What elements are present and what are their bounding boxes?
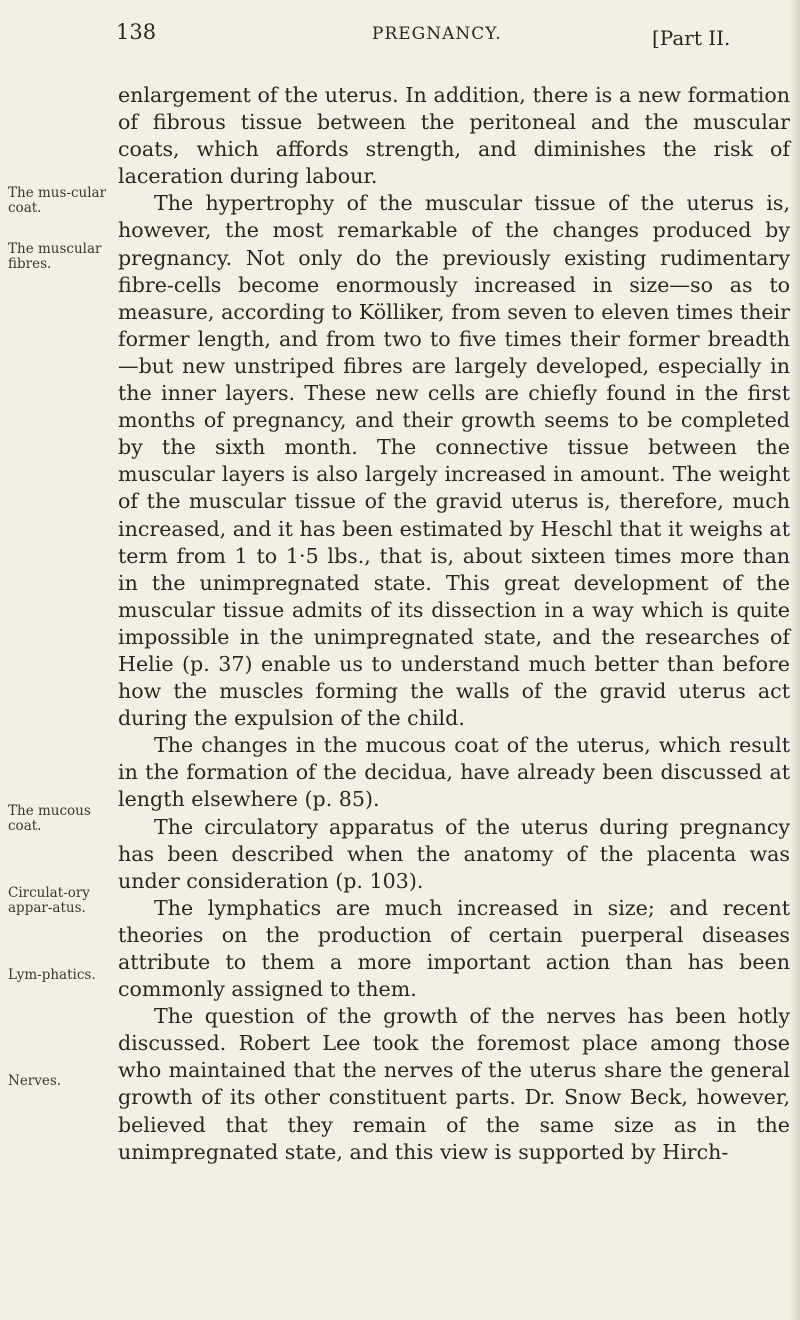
page-header — [0, 18, 800, 58]
paragraph-circulatory: The circulatory apparatus of the uterus during pregnancy has been described when the anatomy of the placenta was under consideration (p. 103). — [118, 814, 790, 893]
margin-note-circulatory-apparatus: Circulat-ory appar-atus. — [8, 885, 90, 916]
paragraph-lymphatics: The lymphatics are much increased in size; and recent theories on the production of certain puerperal diseases attribute to them a more important action than has been commonly assigned to them. — [118, 895, 790, 1002]
paragraph-continuation: enlargement of the uterus. In addition, there is a new formation of fibrous tissue between the peritoneal and the muscular coats, which affords strength, and diminishes the risk of laceration during labour. — [118, 83, 790, 189]
paragraph-mucous-coat: The changes in the mucous coat of the uterus, which result in the formation of the decidua, have already been discussed at length elsewhere (p. 85). — [118, 733, 790, 812]
margin-note-mucous-coat: The mucous coat. — [8, 803, 91, 834]
margin-note-lymphatics: Lym-phatics. — [8, 967, 96, 983]
paragraph-nerves: The question of the growth of the nerves has been hotly discussed. Robert Lee took the foremost place among those who maintained that the nerves of the uterus share the general growth of its other constituent parts. Dr. Snow Beck, however, believed that they remain of the same size as in the unimpregnated state, and this view is supported by Hirch- — [118, 1004, 790, 1164]
margin-note-nerves: Nerves. — [8, 1073, 62, 1089]
body-text — [118, 82, 790, 1166]
part-label: [Part II. — [652, 26, 731, 50]
margin-note-muscular-coat: The mus-cular coat. — [8, 185, 107, 216]
page-number: 138 — [116, 20, 157, 44]
paragraph-muscular-tissue: The hypertrophy of the muscular tissue of the uterus is, however, the most remarkable of the changes produced by pregnancy. Not only do the previously existing rudimentary fibre-cells become enormously increased in size—so as to measure, according to Kölliker, from seven to eleven times their former length, and from two to five times their former breadth—but new unstriped fibres are largely developed, especially in the inner layers. These new cells are chiefly found in the first months of pregnancy, and their growth seems to be completed by the sixth month. The connective tissue between the muscular layers is also largely increased in amount. The weight of the muscular tissue of the gravid uterus is, therefore, much increased, and it has been estimated by Heschl that it weighs at term from 1 to 1·5 lbs., that is, about sixteen times more than in the unimpregnated state. This great development of the muscular tissue admits of its dissection in a way which is quite impossible in the unimpregnated state, and the researches of Helie (p. 37) enable us to understand much better than before how the muscles forming the walls of the gravid uterus act during the expulsion of the child. — [118, 191, 790, 731]
margin-note-muscular-fibres: The muscular fibres. — [8, 241, 102, 272]
page-edge-shadow — [790, 0, 800, 1320]
running-title: PREGNANCY. — [372, 24, 502, 44]
